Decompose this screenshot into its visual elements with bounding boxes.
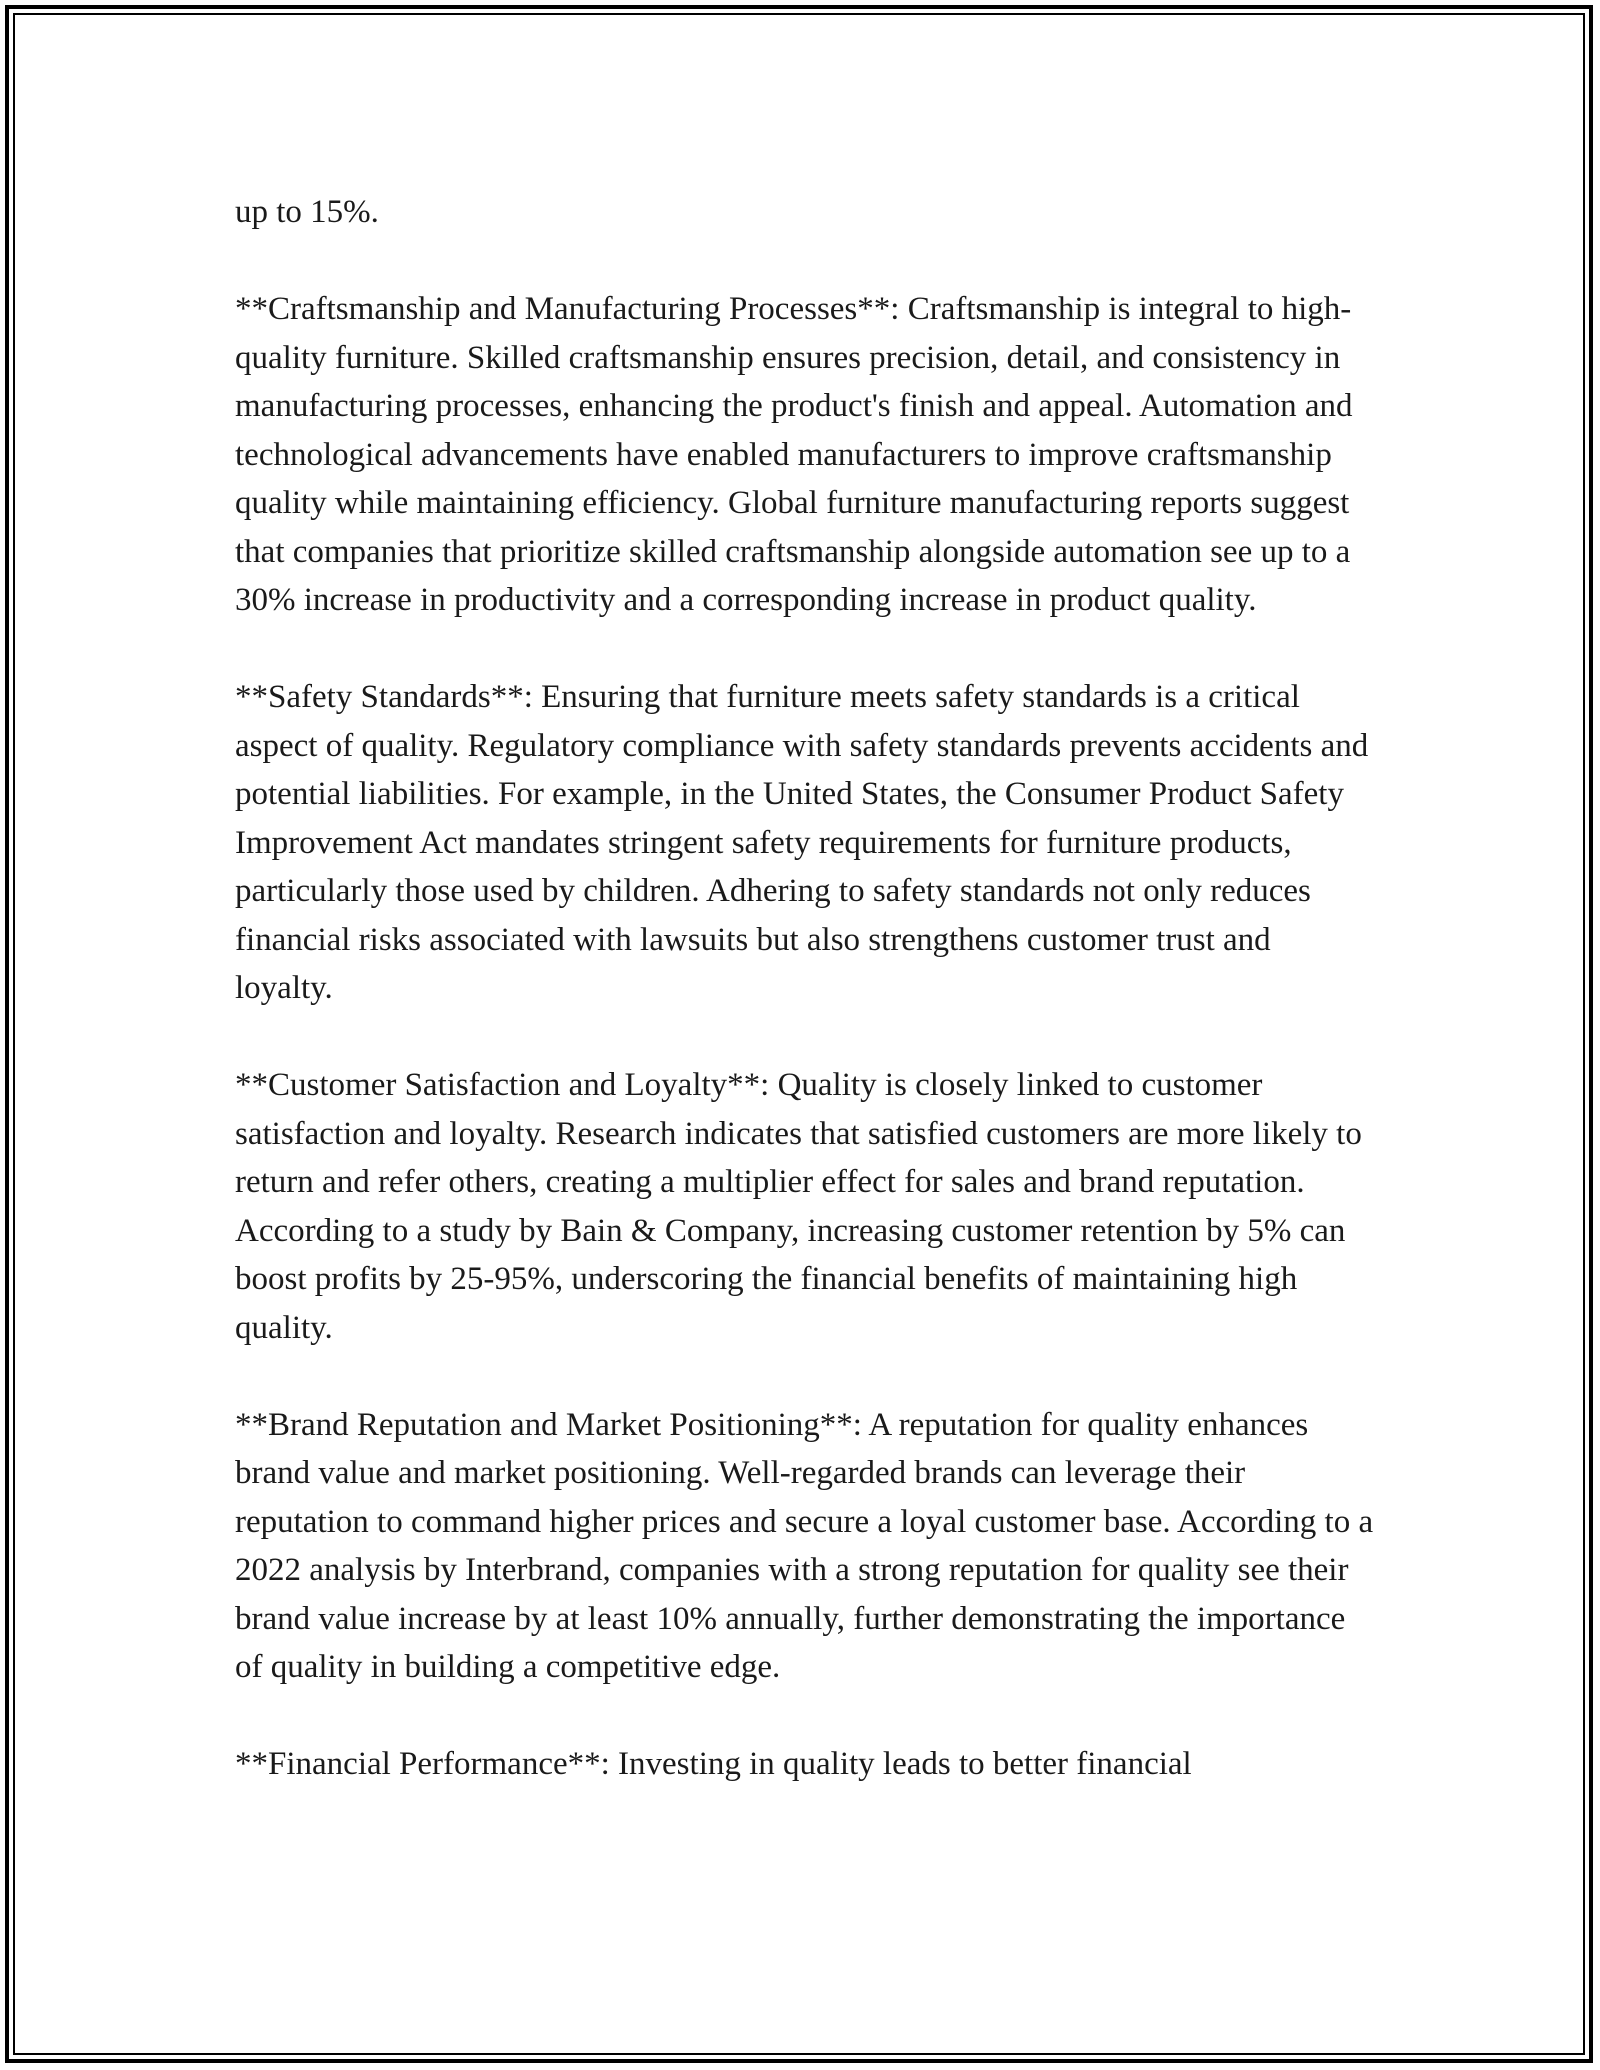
paragraph-craftsmanship: **Craftsmanship and Manufacturing Processes**: Craftsmanship is integral to high-quality furniture. Skilled craftsmanship ensures precision, detail, and consistency in manufacturing processes, enhancing the product's finish and appeal. Automation and technological advancements have enabled manufacturers to improve craftsmanship quality while maintaining efficiency. Global furniture manufacturing reports suggest that companies that prioritize skilled craftsmanship alongside automation see up to a 30% increase in productivity and a corresponding increase in product quality. (235, 291, 1353, 618)
paragraph-customer-satisfaction: **Customer Satisfaction and Loyalty**: Quality is closely linked to customer satisfaction and loyalty. Research indicates that satisfied customers are more likely to return and refer others, creating a multiplier effect for sales and brand reputation. According to a study by Bain & Company, increasing customer retention by 5% can boost profits by 25-95%, underscoring the financial benefits of maintaining high quality. (235, 1067, 1362, 1346)
paragraph-continuation: up to 15%. (235, 194, 379, 230)
paragraph-brand-reputation: **Brand Reputation and Market Positioning**: A reputation for quality enhances brand value and market positioning. Well-regarded brands can leverage their reputation to command higher prices and secure a loyal customer base. According to a 2022 analysis by Interbrand, companies with a strong reputation for quality see their brand value increase by at least 10% annually, further demonstrating the importance of quality in building a competitive edge. (235, 1406, 1374, 1685)
document-body (235, 188, 1375, 1837)
paragraph-financial-performance: **Financial Performance**: Investing in quality leads to better financial (235, 1746, 1192, 1782)
paragraph-safety-standards: **Safety Standards**: Ensuring that furniture meets safety standards is a critical aspect of quality. Regulatory compliance with safety standards prevents accidents and potential liabilities. For example, in the United States, the Consumer Product Safety Improvement Act mandates stringent safety requirements for furniture products, particularly those used by children. Adhering to safety standards not only reduces financial risks associated with lawsuits but also strengthens customer trust and loyalty. (235, 679, 1369, 1006)
